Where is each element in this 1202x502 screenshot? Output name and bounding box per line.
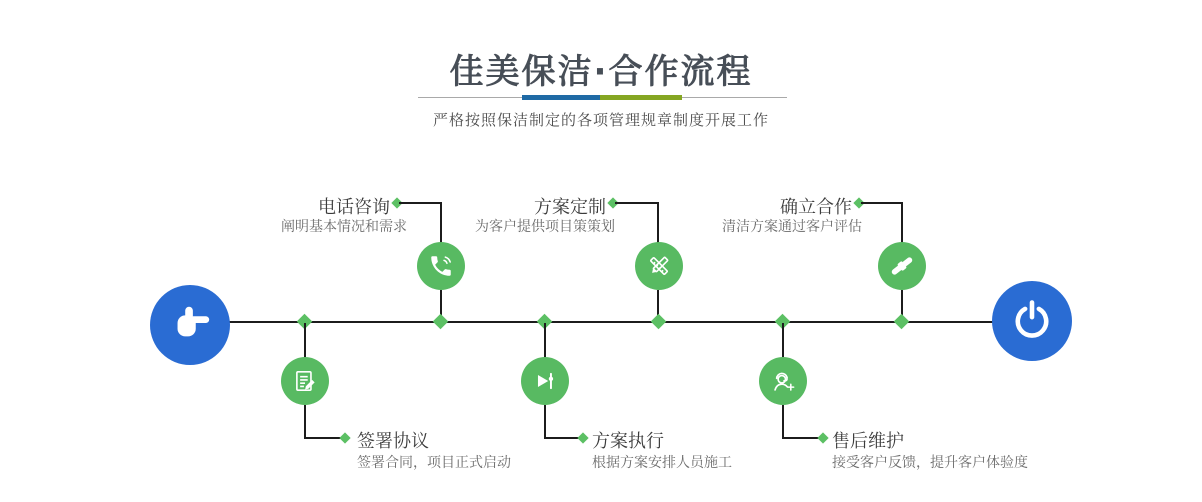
- phone-icon: [417, 242, 465, 290]
- divider-blue-segment: [522, 95, 600, 100]
- step-label: 电话咨询: [318, 197, 390, 218]
- power-icon: [1010, 297, 1054, 345]
- divider-green-segment: [600, 95, 682, 100]
- step-label: 售后维护: [832, 431, 904, 452]
- connector-line: [861, 202, 903, 204]
- end-node: [992, 281, 1072, 361]
- step-desc: 清洁方案通过客户评估: [722, 219, 862, 235]
- customer-service-icon: [759, 357, 807, 405]
- diamond-marker: [339, 432, 350, 443]
- handshake-icon: [878, 242, 926, 290]
- contract-document-icon: [281, 357, 329, 405]
- step-label: 签署协议: [357, 431, 429, 452]
- connector-line: [782, 323, 784, 357]
- diamond-marker: [577, 432, 588, 443]
- connector-line: [304, 323, 306, 357]
- step-desc: 根据方案安排人员施工: [592, 455, 732, 471]
- connector-line: [544, 323, 546, 357]
- step-label: 确立合作: [780, 197, 852, 218]
- step-desc: 接受客户反馈，提升客户体验度: [832, 455, 1028, 471]
- step-desc: 阐明基本情况和需求: [281, 219, 407, 235]
- hand-pointer-icon: [167, 300, 213, 350]
- step-desc: 为客户提供项目策策划: [475, 219, 615, 235]
- connector-line: [901, 203, 903, 243]
- connector-line: [544, 405, 546, 439]
- diamond-node: [894, 314, 910, 330]
- diamond-node: [433, 314, 449, 330]
- step-desc: 签署合同，项目正式启动: [357, 455, 511, 471]
- connector-line: [782, 405, 784, 439]
- execute-play-icon: [521, 357, 569, 405]
- connector-line: [782, 437, 820, 439]
- page-title: 佳美保洁·合作流程: [449, 52, 753, 92]
- design-pencil-ruler-icon: [635, 242, 683, 290]
- step-label: 方案执行: [592, 431, 664, 452]
- diamond-marker: [817, 432, 828, 443]
- page-subtitle: 严格按照保洁制定的各项管理规章制度开展工作: [432, 111, 769, 129]
- timeline-line: [229, 321, 993, 323]
- start-node: [150, 285, 230, 365]
- connector-line: [304, 405, 306, 439]
- step-label: 方案定制: [534, 197, 606, 218]
- diamond-node: [651, 314, 667, 330]
- connector-line: [304, 437, 342, 439]
